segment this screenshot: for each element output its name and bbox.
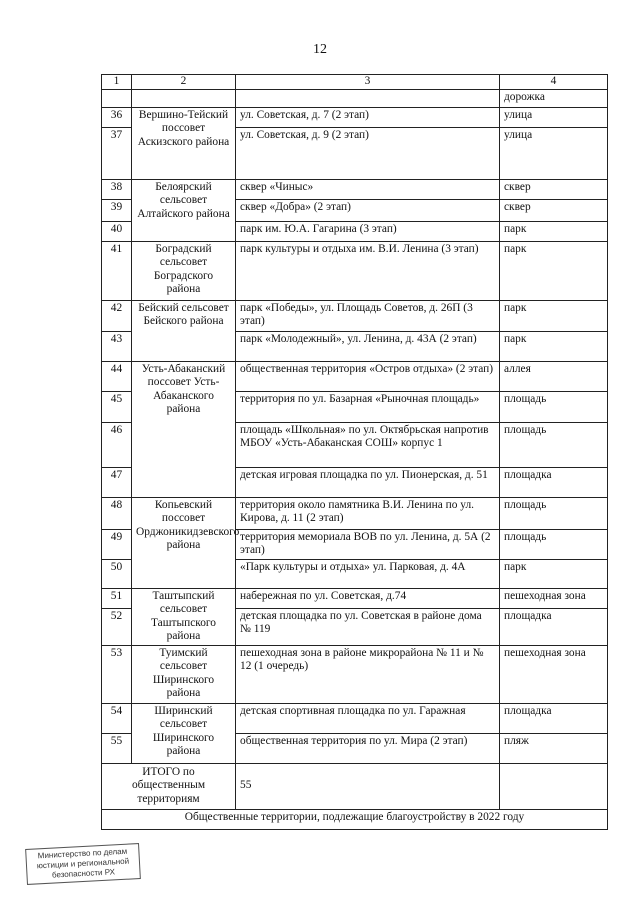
territories-table: [101, 74, 608, 830]
row-number: 53: [102, 645, 132, 703]
territory-cell: детская площадка по ул. Советская в районе дома № 119: [236, 608, 500, 645]
total-value: 55: [236, 763, 500, 809]
row-number: 39: [102, 199, 132, 221]
row-number: 43: [102, 331, 132, 361]
type-cell: пешеходная зона: [500, 645, 608, 703]
type-cell: площадь: [500, 497, 608, 529]
type-cell: площадка: [500, 467, 608, 497]
section-title: Общественные территории, подлежащие благоустройству в 2022 году: [102, 809, 608, 829]
table-row: [102, 497, 608, 529]
municipality-cell: Бейский сельсовет Бейского района: [132, 300, 236, 361]
header-row: [102, 75, 608, 90]
table-row: [102, 241, 608, 300]
territory-cell: парк «Победы», ул. Площадь Советов, д. 26П (3 этап): [236, 300, 500, 331]
municipality-cell: Усть-Абаканский поссовет Усть-Абаканского района: [132, 361, 236, 497]
table-row: [102, 645, 608, 703]
total-label: ИТОГО по общественным территориям: [102, 763, 236, 809]
territory-cell: общественная территория по ул. Мира (2 этап): [236, 733, 500, 763]
territory-cell: детская игровая площадка по ул. Пионерская, д. 51: [236, 467, 500, 497]
row-number: [102, 89, 132, 107]
territory-cell: площадь «Школьная» по ул. Октябрьская напротив МБОУ «Усть-Абаканская СОШ» корпус 1: [236, 422, 500, 467]
header-cell-2: 2: [132, 75, 236, 90]
header-cell-3: 3: [236, 75, 500, 90]
page-number: 12: [313, 42, 327, 57]
table-row: [102, 300, 608, 331]
territory-cell: сквер «Чиныс»: [236, 179, 500, 199]
municipality-cell: Ширинский сельсовет Ширинского района: [132, 703, 236, 763]
territory-cell: детская спортивная площадка по ул. Гаражная: [236, 703, 500, 733]
type-cell: площадь: [500, 422, 608, 467]
territory-cell: территория по ул. Базарная «Рыночная площадь»: [236, 391, 500, 422]
row-number: 48: [102, 497, 132, 529]
type-cell: сквер: [500, 199, 608, 221]
total-row: [102, 763, 608, 809]
municipality-cell: Белоярский сельсовет Алтайского района: [132, 179, 236, 241]
municipality-cell: Вершино-Тейский поссовет Аскизского района: [132, 107, 236, 179]
territory-cell: набережная по ул. Советская, д.74: [236, 588, 500, 608]
territory-cell: парк культуры и отдыха им. В.И. Ленина (3 этап): [236, 241, 500, 300]
municipality-cell: Копьевский поссовет Орджоникидзевского района: [132, 497, 236, 588]
territory-cell: ул. Советская, д. 7 (2 этап): [236, 107, 500, 127]
municipality-cell: Боградский сельсовет Боградского района: [132, 241, 236, 300]
type-cell: парк: [500, 559, 608, 588]
row-number: 47: [102, 467, 132, 497]
territory-cell: территория около памятника В.И. Ленина по ул. Кирова, д. 11 (2 этап): [236, 497, 500, 529]
header-cell-1: 1: [102, 75, 132, 90]
row-number: 36: [102, 107, 132, 127]
header-cell-4: 4: [500, 75, 608, 90]
stamp-line-3: безопасности РХ: [51, 867, 116, 880]
row-number: 41: [102, 241, 132, 300]
type-cell: площадка: [500, 703, 608, 733]
municipality-cell: Туимский сельсовет Ширинского района: [132, 645, 236, 703]
row-number: 40: [102, 221, 132, 241]
territory-cell: общественная территория «Остров отдыха» (2 этап): [236, 361, 500, 391]
stamp-line-1: Министерство по делам: [37, 846, 128, 861]
type-cell: парк: [500, 241, 608, 300]
row-number: 51: [102, 588, 132, 608]
territory-cell: [236, 89, 500, 107]
row-number: 42: [102, 300, 132, 331]
row-number: 46: [102, 422, 132, 467]
territory-cell: сквер «Добра» (2 этап): [236, 199, 500, 221]
type-cell: улица: [500, 107, 608, 127]
row-number: 37: [102, 127, 132, 179]
row-number: 44: [102, 361, 132, 391]
territory-cell: ул. Советская, д. 9 (2 этап): [236, 127, 500, 179]
continuation-row: [102, 89, 608, 107]
total-type-cell: [500, 763, 608, 809]
type-cell: пляж: [500, 733, 608, 763]
type-cell: парк: [500, 331, 608, 361]
type-cell: площадь: [500, 529, 608, 559]
type-cell: площадь: [500, 391, 608, 422]
territory-cell: парк им. Ю.А. Гагарина (3 этап): [236, 221, 500, 241]
row-number: 55: [102, 733, 132, 763]
row-number: 50: [102, 559, 132, 588]
table-row: [102, 361, 608, 391]
table-row: [102, 703, 608, 733]
municipality-cell: [132, 89, 236, 107]
territory-cell: территория мемориала ВОВ по ул. Ленина, д. 5А (2 этап): [236, 529, 500, 559]
type-cell: улица: [500, 127, 608, 179]
type-cell: аллея: [500, 361, 608, 391]
row-number: 54: [102, 703, 132, 733]
type-cell: парк: [500, 300, 608, 331]
table-row: [102, 588, 608, 608]
territory-cell: «Парк культуры и отдыха» ул. Парковая, д. 4А: [236, 559, 500, 588]
stamp-line-2: юстиции и региональной: [36, 856, 130, 871]
type-cell: площадка: [500, 608, 608, 645]
section-title-row: [102, 809, 608, 829]
type-cell: дорожка: [500, 89, 608, 107]
row-number: 49: [102, 529, 132, 559]
row-number: 52: [102, 608, 132, 645]
row-number: 45: [102, 391, 132, 422]
table-row: [102, 107, 608, 127]
type-cell: парк: [500, 221, 608, 241]
row-number: 38: [102, 179, 132, 199]
type-cell: пешеходная зона: [500, 588, 608, 608]
type-cell: сквер: [500, 179, 608, 199]
territory-cell: пешеходная зона в районе микрорайона № 11 и № 12 (1 очередь): [236, 645, 500, 703]
table-row: [102, 179, 608, 199]
municipality-cell: Таштыпский сельсовет Таштыпского района: [132, 588, 236, 645]
ministry-stamp: [25, 843, 141, 885]
territory-cell: парк «Молодежный», ул. Ленина, д. 43А (2 этап): [236, 331, 500, 361]
